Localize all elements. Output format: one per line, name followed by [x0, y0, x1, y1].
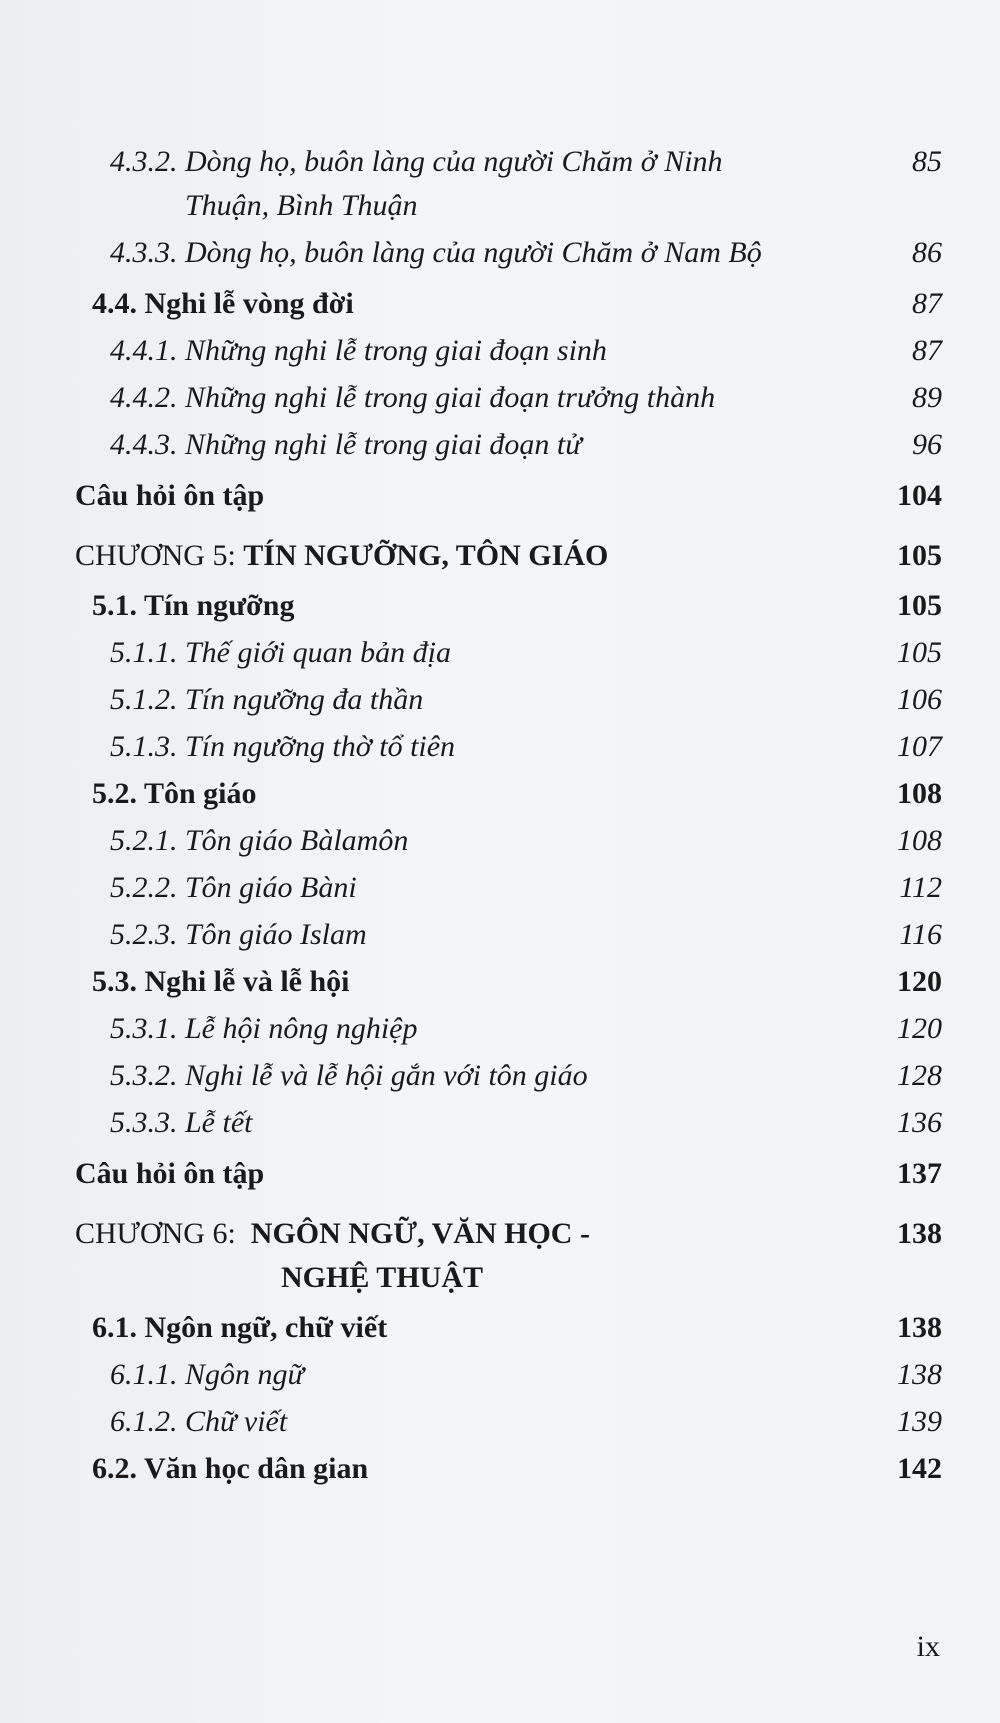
toc-entry-page: 138 — [897, 1311, 942, 1344]
toc-entry — [0, 819, 1000, 863]
toc-entry-line: Thuận, Bình Thuận — [185, 189, 418, 222]
toc-entry — [0, 631, 1000, 675]
toc-entry-title — [110, 631, 451, 675]
toc-entry-page: 106 — [897, 683, 942, 716]
toc-entry-line: 5.3.2. Nghi lễ và lễ hội gắn với tôn giáo — [110, 1059, 588, 1092]
chapter-name-line: NGÔN NGỮ, VĂN HỌC - — [250, 1217, 590, 1250]
toc-entry-title — [110, 913, 367, 957]
toc-entry-title — [110, 140, 723, 228]
toc-entry-page: 87 — [912, 334, 942, 367]
toc-entry-line: 4.3.2. Dòng họ, buôn làng của người Chăm ở Ninh — [110, 145, 723, 178]
toc-entry-page: 139 — [897, 1405, 942, 1438]
toc-entry-line: 4.3.3. Dòng họ, buôn làng của người Chăm ở Nam Bộ — [110, 236, 762, 269]
toc-entry — [0, 725, 1000, 769]
toc-entry — [0, 913, 1000, 957]
toc-entry-page: 116 — [899, 918, 942, 951]
toc-entry — [0, 376, 1000, 420]
toc-entry-title — [75, 1212, 590, 1300]
toc-entry-line: 5.1.1. Thế giới quan bản địa — [110, 636, 452, 669]
toc-entry-line: 4.4. Nghi lễ vòng đời — [92, 287, 354, 320]
toc-entry — [0, 1152, 1000, 1196]
chapter-label: CHƯƠNG 5: — [75, 539, 244, 572]
toc-entry — [0, 1353, 1000, 1397]
toc-entry-page: 105 — [897, 589, 942, 622]
toc-entry-line: 4.4.2. Những nghi lễ trong giai đoạn trưởng thành — [110, 381, 716, 414]
toc-entry-page: 89 — [912, 381, 942, 414]
toc-entry-line: 5.3.3. Lễ tết — [110, 1106, 253, 1139]
toc-entry-page: 108 — [897, 824, 942, 857]
toc-entry-title — [110, 231, 762, 275]
toc-entry-page: 108 — [897, 777, 942, 810]
toc-entry-title — [110, 678, 423, 722]
toc-entry-title — [110, 376, 715, 420]
toc-entry — [0, 584, 1000, 628]
toc-entry — [0, 866, 1000, 910]
toc-entry-line: 6.1.2. Chữ viết — [110, 1405, 288, 1438]
toc-entry — [0, 534, 1000, 578]
toc-entry-page: 137 — [897, 1157, 942, 1190]
toc-entry-page: 136 — [897, 1106, 942, 1139]
toc-entry — [0, 474, 1000, 518]
toc-entry — [0, 1054, 1000, 1098]
toc-entry-line: 4.4.1. Những nghi lễ trong giai đoạn sinh — [110, 334, 607, 367]
chapter-label: CHƯƠNG 6: — [75, 1217, 251, 1250]
toc-entry-title — [75, 474, 264, 518]
toc-entry — [0, 772, 1000, 816]
toc-entry-line: 6.1. Ngôn ngữ, chữ viết — [92, 1311, 388, 1344]
toc-entry-page: 138 — [897, 1358, 942, 1391]
toc-entry — [0, 1306, 1000, 1350]
toc-entry — [0, 231, 1000, 275]
toc-entry-page: 138 — [897, 1217, 942, 1250]
toc-entry-page: 112 — [899, 871, 942, 904]
toc-entry-title — [92, 960, 350, 1004]
toc-entry-title — [75, 1152, 264, 1196]
toc-entry-page: 87 — [912, 287, 942, 320]
toc-entry-page: 128 — [897, 1059, 942, 1092]
toc-entry-line: 5.1. Tín ngưỡng — [92, 589, 295, 622]
toc-entry-page: 142 — [897, 1452, 942, 1485]
toc-entry-title — [92, 1447, 368, 1491]
chapter-name-line: TÍN NGƯỠNG, TÔN GIÁO — [243, 539, 609, 572]
toc-entry-title — [110, 866, 357, 910]
toc-entry-line: 5.2.2. Tôn giáo Bàni — [110, 871, 357, 904]
toc-entry — [0, 678, 1000, 722]
toc-entry-title — [75, 534, 608, 578]
toc-entry-title — [110, 819, 408, 863]
toc-entry — [0, 1007, 1000, 1051]
toc-entry-page: 105 — [897, 636, 942, 669]
toc-entry-page: 96 — [912, 428, 942, 461]
toc-entry-line: Câu hỏi ôn tập — [75, 479, 265, 512]
toc-entry-line: 5.1.2. Tín ngưỡng đa thần — [110, 683, 424, 716]
page-number: ix — [916, 1630, 940, 1663]
toc-entry-title — [92, 772, 257, 816]
toc-entry-line: 6.2. Văn học dân gian — [92, 1452, 369, 1485]
toc-entry-title — [110, 1054, 588, 1098]
toc-entry-line: 5.1.3. Tín ngưỡng thờ tổ tiên — [110, 730, 456, 763]
toc-entry-title — [92, 282, 354, 326]
toc-entry-line: 5.2.3. Tôn giáo Islam — [110, 918, 367, 951]
toc-entry-page: 107 — [897, 730, 942, 763]
toc-entry-page: 120 — [897, 1012, 942, 1045]
toc-entry-title — [110, 329, 607, 373]
toc-entry-line: Câu hỏi ôn tập — [75, 1157, 265, 1190]
toc-entry-title — [110, 1101, 253, 1145]
toc-entry-title — [110, 725, 455, 769]
toc-entry — [0, 282, 1000, 326]
toc-entry-page: 85 — [912, 145, 942, 178]
toc-entry — [0, 1447, 1000, 1491]
toc-entry-title — [92, 584, 294, 628]
toc-entry-title — [110, 423, 582, 467]
toc-entry-page: 120 — [897, 965, 942, 998]
chapter-name-line: NGHỆ THUẬT — [281, 1261, 483, 1294]
toc-entry — [0, 423, 1000, 467]
toc-entry — [0, 329, 1000, 373]
toc-entry — [0, 960, 1000, 1004]
toc-entry-title — [110, 1007, 418, 1051]
toc-entry-title — [110, 1353, 304, 1397]
toc-entry-page: 86 — [912, 236, 942, 269]
toc-entry-title — [92, 1306, 387, 1350]
toc-entry-title — [110, 1400, 287, 1444]
toc-entry — [0, 1212, 1000, 1300]
toc-entry-line: 5.3. Nghi lễ và lễ hội — [92, 965, 350, 998]
toc-entry — [0, 140, 1000, 228]
toc-entry — [0, 1400, 1000, 1444]
toc-entry — [0, 1101, 1000, 1145]
toc-entry-line: 5.2.1. Tôn giáo Bàlamôn — [110, 824, 409, 857]
toc-entry-line: 6.1.1. Ngôn ngữ — [110, 1358, 304, 1391]
toc-entry-line: 5.3.1. Lễ hội nông nghiệp — [110, 1012, 418, 1045]
toc-entry-line: 4.4.3. Những nghi lễ trong giai đoạn tử — [110, 428, 582, 461]
toc-entry-page: 105 — [897, 539, 942, 572]
toc-entry-page: 104 — [897, 479, 942, 512]
toc-entry-line: 5.2. Tôn giáo — [92, 777, 257, 810]
